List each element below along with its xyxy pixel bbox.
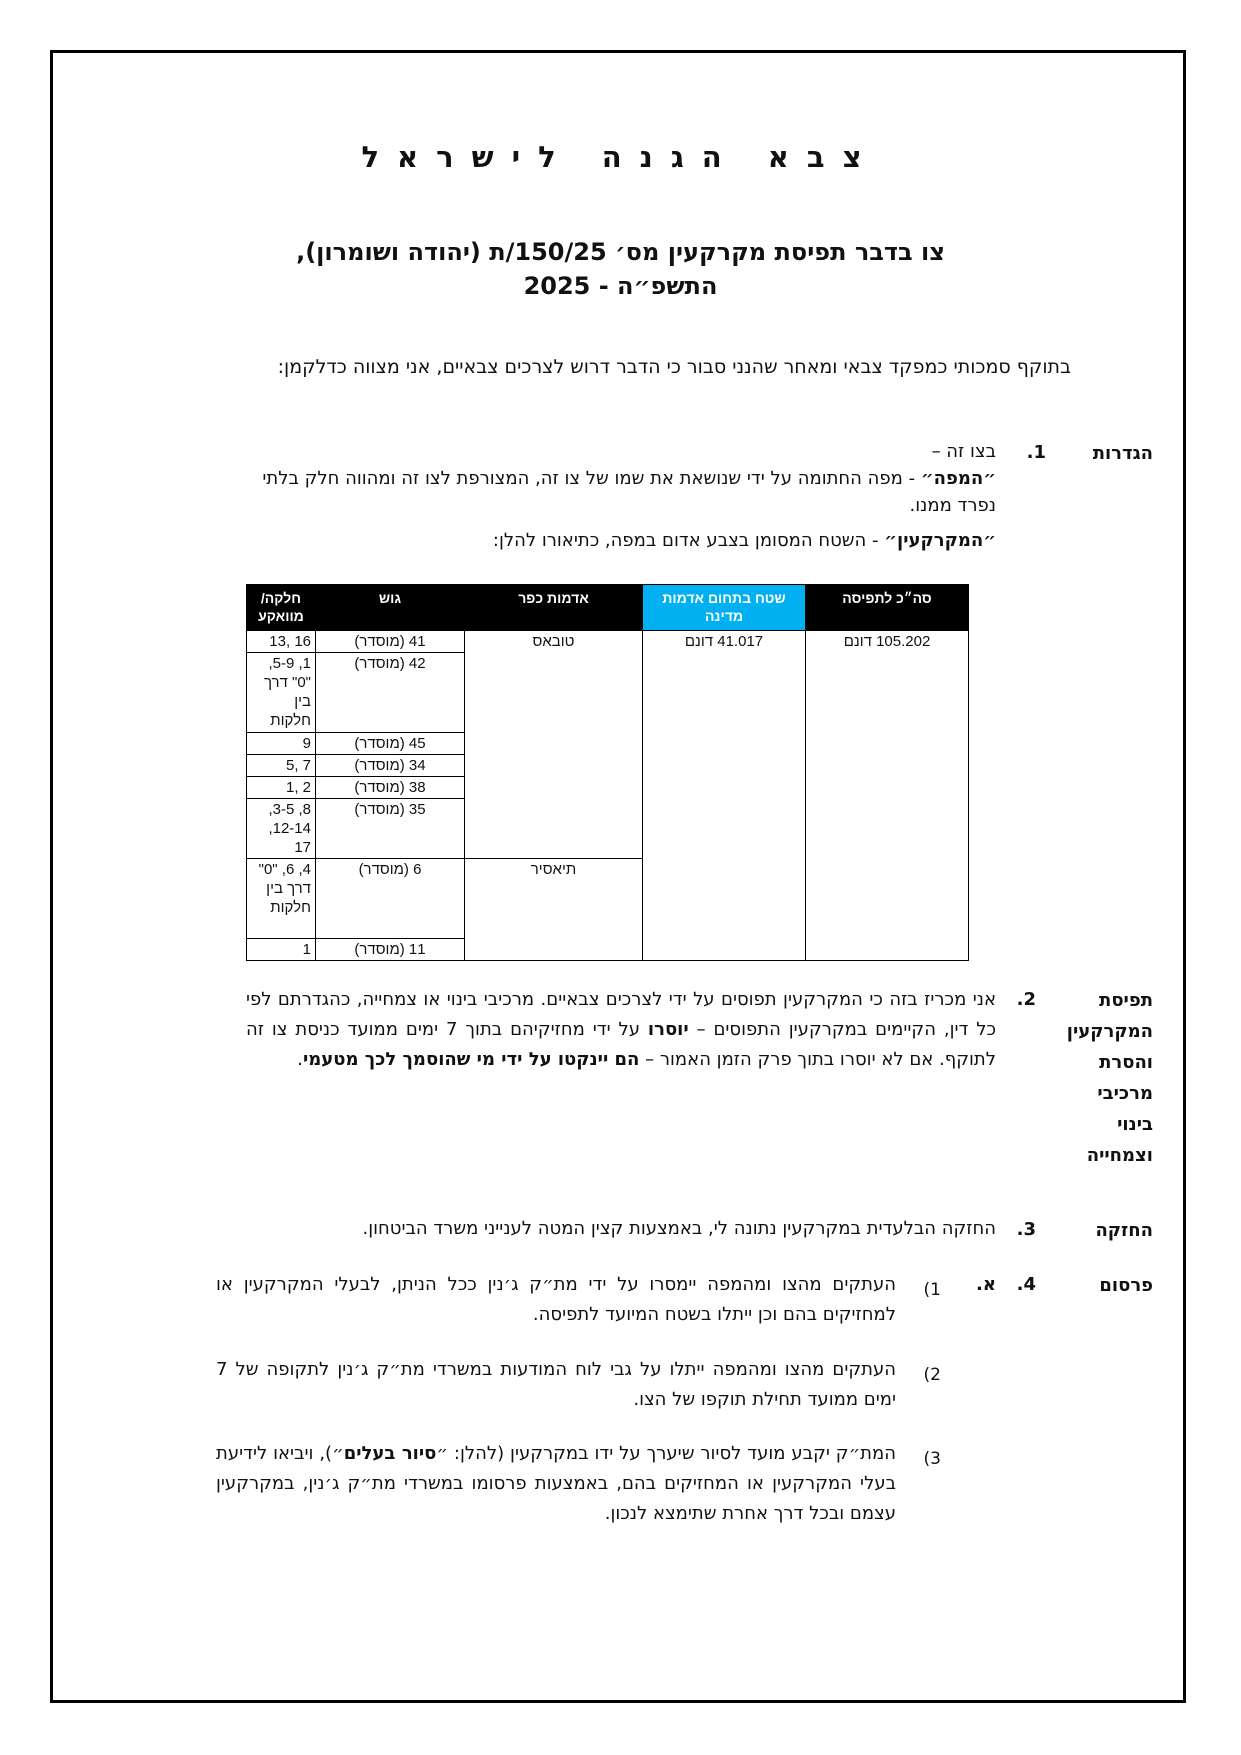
land-table (246, 584, 969, 961)
total-area: 105.202 דונם (806, 631, 969, 961)
plot-cell: 1 (247, 939, 316, 961)
section-1-number: 1. (1026, 442, 1046, 463)
item-1-number: 1) (923, 1280, 941, 1300)
table-row (247, 631, 969, 653)
table-header-row (247, 585, 969, 631)
land-table-wrapper (246, 584, 969, 961)
bold-remove: יוסרו (647, 1019, 689, 1040)
plot-cell: 2 ,1 (247, 777, 316, 799)
item-2-number: 2) (923, 1365, 941, 1385)
header-village: אדמות כפר (465, 585, 643, 631)
section-4-heading: פרסום (1099, 1275, 1153, 1296)
state-land-area: 41.017 דונם (643, 631, 806, 961)
map-definition: - מפה החתומה על ידי שנושאת את שמו של צו זה, המצורפת לצו זה ומהווה חלק בלתי נפרד ממנו. (262, 468, 996, 516)
bold-owners-tour: סיור בעלים (343, 1443, 437, 1464)
header-plot: חלקה/ מוואקע (247, 585, 316, 631)
section-4-subletter: א. (976, 1274, 996, 1295)
land-definition: - השטח המסומן בצבע אדום במפה, כתיאורו להלן: (492, 530, 885, 551)
block-cell: 11 (מוסדר) (316, 939, 465, 961)
definition-map (246, 465, 996, 519)
block-cell: 41 (מוסדר) (316, 631, 465, 653)
section-1-lead: בצו זה – (931, 441, 996, 462)
block-cell: 38 (מוסדר) (316, 777, 465, 799)
plot-cell: 8, 3-5, 12-14, 17 (247, 799, 316, 859)
header-total: סה״כ לתפיסה (806, 585, 969, 631)
land-term: ״המקרקעין״ (884, 530, 996, 551)
item-2-text: העתקים מהצו ומהמפה ייתלו על גבי לוח המודעות במשרדי מת״ק ג׳נין לתקופה של 7 ימים ממועד תחילת תוקפו של הצו. (216, 1359, 896, 1410)
section-2-body: אני מכריז בזה כי המקרקעין תפוסים על ידי לצרכים צבאיים. מרכיבי בינוי או צמחייה, כהגדרתם לפי כל דין, הקיימים במקרקעין התפוסים – יוסרו על ידי מחזיקיהם בתוך 7 ימים ממועד כניסת צו זה לתוקף. אם לא יוסרו בתוך פרק הזמן האמור – הם יינקטו על ידי מי שהוסמך לכך מטעמי. (246, 989, 996, 1070)
header-state-land: שטח בתחום אדמות מדינה (643, 585, 806, 631)
section-2-number: 2. (1016, 989, 1036, 1010)
item-1-text: העתקים מהצו ומהמפה יימסרו על ידי מת״ק ג׳נין ככל הניתן, לבעלי המקרקעין או למחזיקים בהם וכן ייתלו בשטח המיועד לתפיסה. (216, 1274, 896, 1325)
section-2-heading: תפיסת המקרקעין והסרת מרכיבי בינוי וצמחייה (1066, 990, 1153, 1166)
section-3-number: 3. (1016, 1219, 1036, 1240)
map-term: ״המפה״ (920, 468, 996, 489)
village-name: טובאס (465, 631, 643, 859)
block-cell: 35 (מוסדר) (316, 799, 465, 859)
item-3-text: המת״ק יקבע מועד לסיור שיערך על ידו במקרקעין (להלן: ״סיור בעלים״), ויביאו לידיעת בעלי המקרקעין או המחזיקים בהם, באמצעות פרסומו במשרדי מת״ק ג׳נין, במקרקעין עצמם ובכל דרך אחרת שתימצא לנכון. (216, 1443, 896, 1524)
block-cell: 45 (מוסדר) (316, 733, 465, 755)
org-title: צבא הגנה לישראל (361, 140, 880, 174)
section-1-heading: הגדרות (1092, 443, 1153, 464)
section-3-heading: החזקה (1095, 1220, 1153, 1241)
plot-cell: 7 ,5 (247, 755, 316, 777)
section-4-number: 4. (1016, 1274, 1036, 1295)
village-name: תיאסיר (465, 859, 643, 961)
header-block: גוש (316, 585, 465, 631)
plot-cell: 4, 6, "0" דרך בין חלקות (247, 859, 316, 939)
bold-enforce: הם יינקטו על ידי מי שהוסמך לכך מטעמי (302, 1049, 640, 1070)
section-3-body: החזקה הבלעדית במקרקעין נתונה לי, באמצעות קצין המטה לענייני משרד הביטחון. (362, 1218, 996, 1239)
section-1-body (246, 438, 996, 554)
intro-paragraph: בתוקף סמכותי כמפקד צבאי ומאחר שהנני סבור כי הדבר דרוש לצרכים צבאיים, אני מצווה כדלקמן: (277, 356, 1071, 378)
item-3-number: 3) (923, 1449, 941, 1469)
definition-land (246, 527, 996, 554)
plot-cell: 9 (247, 733, 316, 755)
order-title-line1: צו בדבר תפיסת מקרקעין מס׳ 150/25/ת (יהודה ושומרון), (296, 238, 945, 266)
block-cell: 34 (מוסדר) (316, 755, 465, 777)
order-title-line2: התשפ״ה - 2025 (523, 272, 718, 300)
plot-cell: 1, 5-9, "0" דרך בין חלקות (247, 653, 316, 733)
block-cell: 42 (מוסדר) (316, 653, 465, 733)
plot-cell: 16 ,13 (247, 631, 316, 653)
order-title (0, 235, 1241, 303)
block-cell: 6 (מוסדר) (316, 859, 465, 939)
